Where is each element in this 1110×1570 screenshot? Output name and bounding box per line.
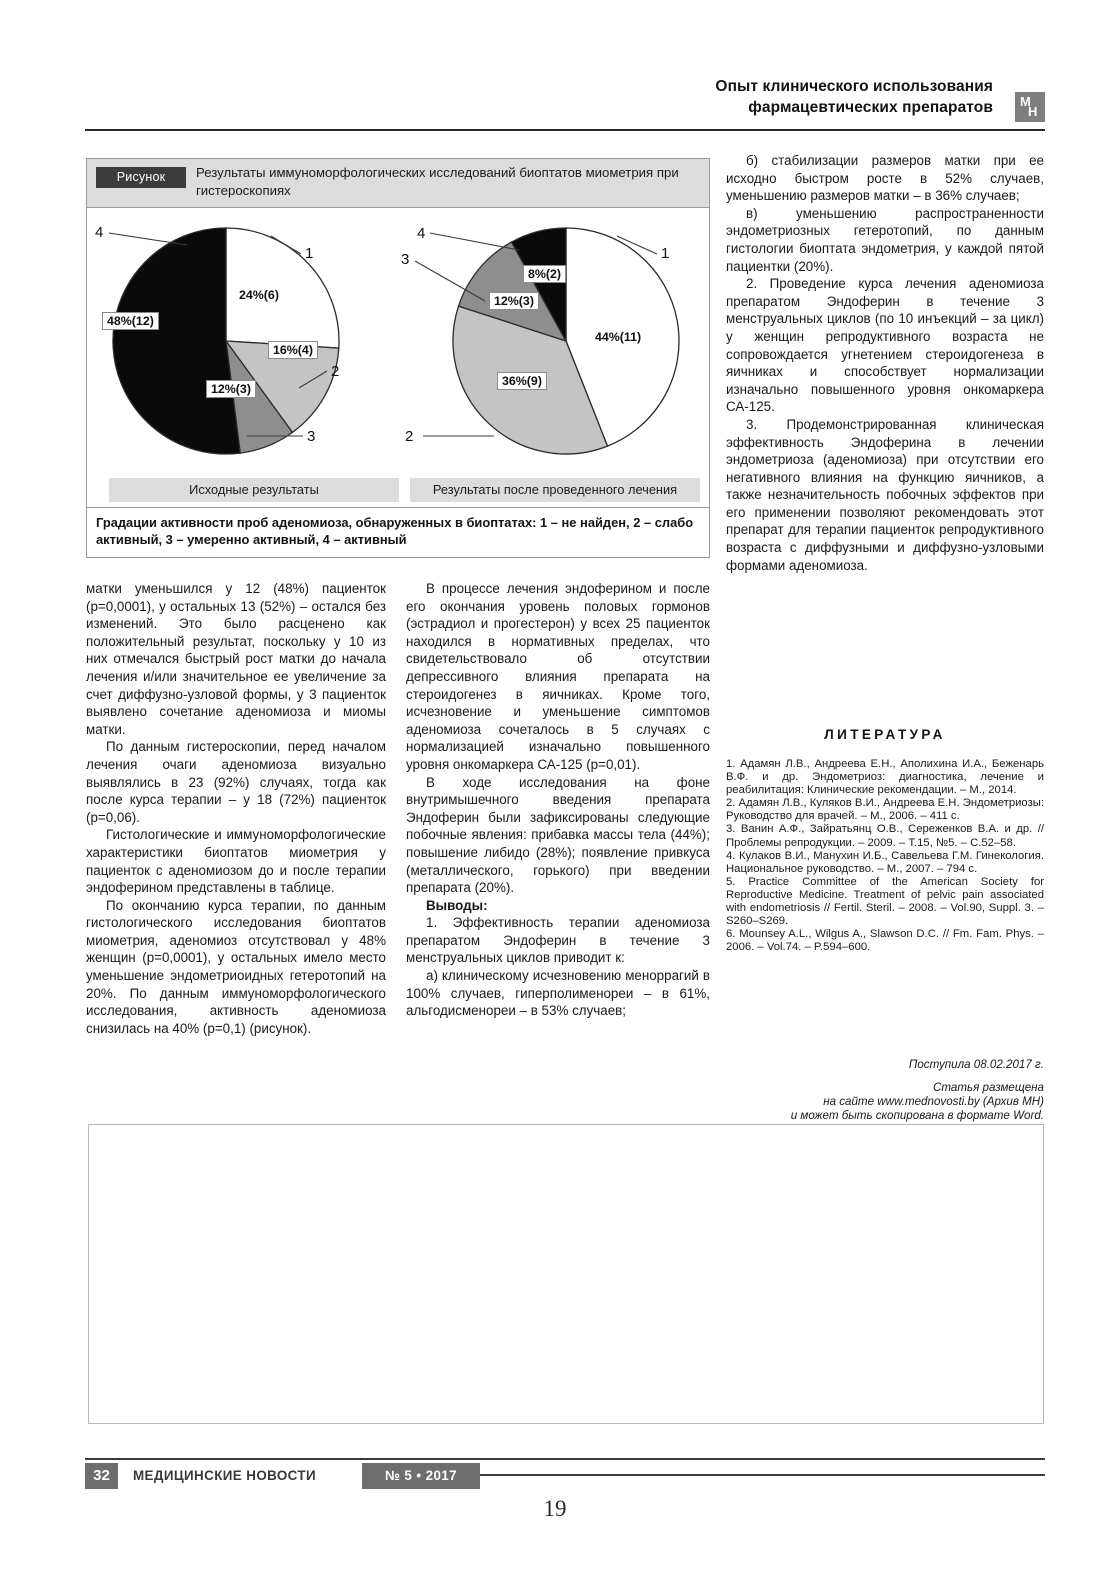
figure-title: Результаты иммуноморфологических исследований биоптатов миометрия при гистероскопиях	[196, 165, 679, 198]
running-head	[85, 76, 1045, 118]
article-postscript	[726, 1058, 1044, 1123]
received-date: Поступила 08.02.2017 г.	[908, 1058, 1044, 1071]
reference-item: 3. Ванин А.Ф., Зайратьянц О.В., Сереженков В.А. и др. // Проблемы репродукции. – 2009. – Т.15, №5. – С.52–58.	[726, 823, 1044, 849]
col1-paragraph-1: матки уменьшился у 12 (48%) пациенток (p=0,0001), у остальных 13 (52%) – остался без изменений. Это было расценено как положительный результат, поскольку у 10 из них отмечался быстрый рост матки до начала лечения и/или значительное ее увеличение за счет диффузно-узловой формы, у 3 пациенток выявлено сочетание аденомиоза и миомы матки.	[86, 581, 386, 737]
col1-paragraph-3: Гистологические и иммуноморфологические характеристики биоптатов миометрия у пациенток с аденомиозом до и после терапии эндоферином представлены в таблице.	[86, 827, 386, 896]
figure-body	[87, 208, 709, 478]
pie-before-index-4: 4	[95, 224, 104, 241]
conclusions-heading: Выводы:	[426, 897, 488, 913]
postscript-line-1: Статья размещена	[933, 1081, 1044, 1094]
footer-rule	[85, 1458, 1045, 1460]
pie-after-index-2: 2	[405, 428, 414, 445]
figure-block	[86, 158, 710, 558]
pie-after-index-3: 3	[401, 251, 410, 268]
scan-folio-number: 19	[543, 1496, 567, 1521]
running-head-line-1: Опыт клинического использования	[715, 78, 993, 95]
col2-paragraph-1: В процессе лечения эндоферином и после его окончания уровень половых гормонов (эстрадиол и прогестерон) у всех 25 пациенток находился в нормативных пределах, что свидетельствовало об отсутствии депрессивного влияния препарата на стероидогенез в яичниках. Кроме того, исчезновение и уменьшение симптомов аденомиоза сочеталось в 5 случаях с нормализацией изначально повышенного уровня онкомаркера СА-125 (p=0,01).	[406, 581, 710, 772]
references-list	[726, 758, 1044, 954]
col2-paragraph-2: В ходе исследования на фоне внутримышечного введения препарата Эндоферин были зафиксированы следующие побочные явления: прибавка массы тела (44%); повышение либидо (28%); появление привкуса (металлического, горького) при введении препарата (20%).	[406, 774, 710, 896]
col3-paragraph-1: б) стабилизации размеров матки при ее исходно быстром росте в 52% случаев, уменьшению размеров матки – в 36% случаев;	[726, 153, 1044, 204]
pie-before-svg	[87, 208, 399, 478]
figure-caption-after: Результаты после проведенного лечения	[410, 478, 700, 502]
pie-before-label-2: 16%(4)	[268, 341, 318, 359]
col3-paragraph-4: 3. Продемонстрированная клиническая эффективность Эндоферина в лечении эндометриоза (аденомиоза) при отсутствии его негативного влияния на функцию яичников, а также незначительность побочных эффектов при его применении позволяют рекомендовать этот препарат для терапии пациенток репродуктивного возраста с диффузными и диффузно-узловыми формами аденомиоза.	[726, 416, 1044, 573]
footer-journal-name: МЕДИЦИНСКИЕ НОВОСТИ	[133, 1468, 317, 1483]
pie-after-label-4: 8%(2)	[523, 265, 566, 283]
footer-page-number: 32	[85, 1463, 118, 1489]
figure-header	[87, 159, 709, 208]
col1-paragraph-2: По данным гистероскопии, перед началом лечения очаги аденомиоза визуально выявлялись в 23 (92%) случаях, тогда как после курса терапии – у 18 (72%) пациенток (p=0,06).	[86, 739, 386, 825]
pie-before-label-3: 12%(3)	[206, 380, 256, 398]
body-column-1	[86, 580, 386, 1037]
pie-after-index-4: 4	[417, 225, 426, 242]
postscript-line-2: на сайте www.mednovosti.by (Архив МН)	[823, 1095, 1044, 1108]
mn-logo-top-letter: М	[1020, 94, 1031, 109]
mn-logo-bottom-letter: Н	[1028, 104, 1038, 119]
body-column-2	[406, 580, 710, 1020]
figure-caption-before: Исходные результаты	[109, 478, 399, 502]
footer-tail-rule	[480, 1474, 1045, 1476]
running-head-text	[85, 76, 1045, 118]
pie-after-index-1: 1	[661, 245, 670, 262]
page-footer	[85, 1463, 1045, 1489]
col2-paragraph-3: 1. Эффективность терапии аденомиоза препаратом Эндоферин в течение 3 менструальных циклов приводит к:	[406, 915, 710, 966]
pie-before-index-2: 2	[331, 363, 340, 380]
references-heading: ЛИТЕРАТУРА	[824, 727, 946, 742]
pie-before-label-1: 24%(6)	[239, 288, 279, 302]
reference-item: 2. Адамян Л.В., Куляков В.И., Андреева Е.Н. Эндометриозы: Руководство для врачей. – М., 2006. – 411 с.	[726, 797, 1045, 823]
reference-item: 4. Кулаков В.И., Манухин И.Б., Савельева Г.М. Гинекология. Национальное руководство. – М., 2007. – 794 с.	[726, 849, 1044, 875]
reference-item: 6. Mounsey A.L., Wilgus A., Slawson D.C. // Fm. Fam. Phys. – 2006. – Vol.74. – P.594–600.	[726, 928, 1044, 954]
figure-legend	[87, 507, 709, 557]
pie-chart-before	[87, 208, 399, 478]
figure-tag: Рисунок	[96, 167, 186, 188]
pie-chart-after	[399, 208, 711, 478]
pie-before-label-4: 48%(12)	[102, 312, 159, 330]
reference-item: 1. Адамян Л.В., Андреева Е.Н., Аполихина И.А., Беженарь В.Ф. и др. Эндометриоз: диагностика, лечение и реабилитация: Клинические рекомендации. – М., 2014.	[726, 758, 1044, 797]
bottom-empty-frame	[88, 1124, 1044, 1424]
figure-legend-text: Градации активности проб аденомиоза, обнаруженных в биоптатах: 1 – не найден, 2 – слабо активный, 3 – умеренно активный, 4 – активный	[96, 515, 694, 547]
col1-paragraph-4: По окончанию курса терапии, по данным гистологического исследования биоптатов миометрия, аденомиоз отсутствовал у 48% женщин (p=0,0001), у остальных имело место уменьшение эндометриоидных гетеротопий на 20%. По данным иммуноморфологического исследования, активность аденомиоза снизилась на 40% (p=0,1) (рисунок).	[86, 897, 386, 1036]
pie-after-label-2: 36%(9)	[497, 372, 547, 390]
pie-after-label-3: 12%(3)	[489, 292, 539, 310]
figure-captions	[87, 478, 709, 504]
pie-before-index-1: 1	[305, 245, 314, 262]
footer-issue: № 5 • 2017	[362, 1463, 480, 1489]
col3-paragraph-2: в) уменьшению распространенности эндометриозных гетеротопий, по данным гистологии биоптата эндометрия, у каждой пятой пациентки (20%).	[726, 205, 1044, 274]
reference-item: 5. Practice Committee of the American Society for Reproductive Medicine. Treatment of pelvic pain associated with endometriosis // Fertil. Steril. – 2008. – Vol.90, Suppl. 3. – S260–S269.	[726, 875, 1044, 928]
pie-before-index-3: 3	[307, 428, 316, 445]
col2-paragraph-4: а) клиническому исчезновению меноррагий в 100% случаев, гиперполименореи – в 61%, альгодисменореи – в 53% случаев;	[406, 968, 710, 1019]
header-rule	[85, 129, 1045, 131]
body-column-3	[726, 152, 1044, 574]
pie-before-slice-4	[113, 228, 240, 454]
running-head-line-2: фармацевтических препаратов	[748, 99, 993, 116]
postscript-line-3: и может быть скопирована в формате Word.	[790, 1109, 1044, 1122]
mn-logo-icon	[1015, 92, 1045, 122]
pie-after-label-1: 44%(11)	[595, 330, 642, 344]
col3-paragraph-3: 2. Проведение курса лечения аденомиоза препаратом Эндоферин в течение 3 менструальных циклов (по 10 инъекций – за цикл) у женщин репродуктивного возраста не сопровождается угнетением стероидогенеза в яичниках и способствует нормализации изначально повышенного уровня онкомаркера СА-125.	[726, 276, 1044, 415]
